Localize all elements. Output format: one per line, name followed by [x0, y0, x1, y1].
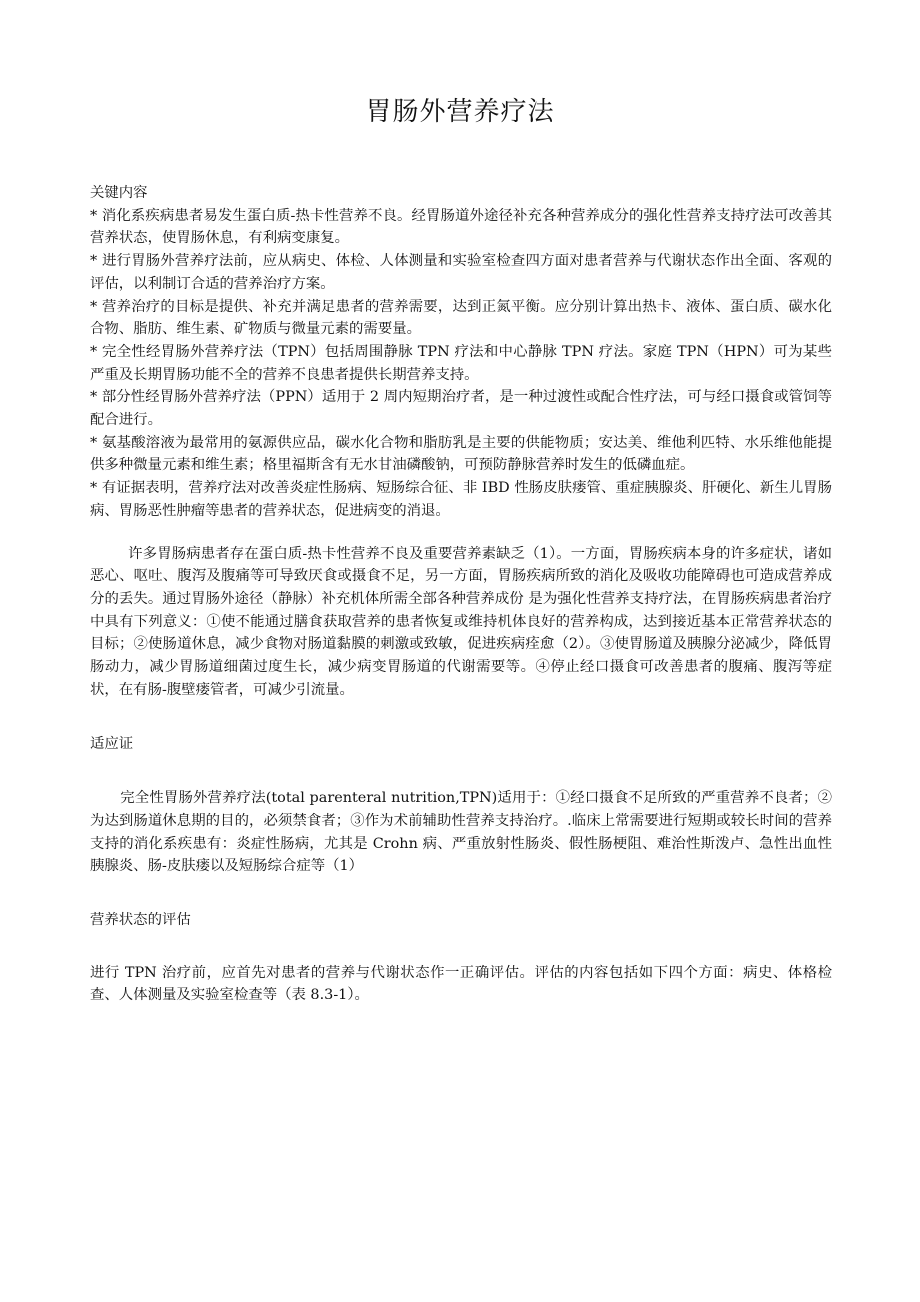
key-point-item: * 消化系疾病患者易发生蛋白质-热卡性营养不良。经胃肠道外途径补充各种营养成分的强化性营养支持疗法可改善其营养状态，使胃肠休息，有利病变康复。	[90, 207, 832, 247]
indications-paragraph: 完全性胃肠外营养疗法(total parenteral nutrition,TPN)适用于：①经口摄食不足所致的严重营养不良者；②为达到肠道休息期的目的，必须禁食者；③作为术前辅助性营养支持治疗。.临床上常需要进行短期或较长时间的营养支持的消化系疾患有：炎症性肠病，尤其是 Crohn 病、严重放射性肠炎、假性肠梗阻、难治性斯泼卢、急性出血性胰腺炎、肠-皮肤瘘以及短肠综合症等（1）	[90, 790, 832, 875]
indications-heading: 适应证	[90, 736, 134, 753]
assessment-heading: 营养状态的评估	[90, 911, 191, 928]
key-point-item: * 氨基酸溶液为最常用的氨源供应品，碳水化合物和脂肪乳是主要的供能物质；安达美、维他利匹特、水乐维他能提供多种微量元素和维生素；格里福斯含有无水甘油磷酸钠，可预防静脉营养时发生的低磷血症。	[90, 434, 832, 474]
key-points-heading: 关键内容	[90, 185, 148, 201]
key-point-item: * 部分性经胃肠外营养疗法（PPN）适用于 2 周内短期治疗者，是一种过渡性或配合性疗法，可与经口摄食或管饲等配合进行。	[90, 389, 832, 429]
key-point-item: * 完全性经胃肠外营养疗法（TPN）包括周围静脉 TPN 疗法和中心静脉 TPN 疗法。家庭 TPN（HPN）可为某些严重及长期胃肠功能不全的营养不良患者提供长期营养支持。	[90, 343, 832, 383]
key-point-item: * 营养治疗的目标是提供、补充并满足患者的营养需要，达到正氮平衡。应分别计算出热卡、液体、蛋白质、碳水化合物、脂肪、维生素、矿物质与微量元素的需要量。	[90, 298, 832, 338]
assessment-paragraph: 进行 TPN 治疗前，应首先对患者的营养与代谢状态作一正确评估。评估的内容包括如下四个方面：病史、体格检查、人体测量及实验室检查等（表 8.3-1）。	[90, 964, 832, 1004]
document-body	[90, 182, 832, 1007]
intro-paragraph: 许多胃肠病患者存在蛋白质-热卡性营养不良及重要营养素缺乏（1）。一方面，胃肠疾病本身的许多症状，诸如恶心、呕吐、腹泻及腹痛等可导致厌食或摄食不足，另一方面，胃肠疾病所致的消化及吸收功能障碍也可造成营养成分的丢失。通过胃肠外途径（静脉）补充机体所需全部各种营养成份 是为强化性营养支持疗法，在胃肠疾病患者治疗中具有下列意义：①使不能通过膳食获取营养的患者恢复或维持机体良好的营养构成，达到接近基本正常营养状态的目标；②使肠道休息，减少食物对肠道黏膜的刺激或致敏，促进疾病痊愈（2）。③使胃肠道及胰腺分泌减少，降低胃肠动力，减少胃肠道细菌过度生长，减少病变胃肠道的代谢需要等。④停止经口摄食可改善患者的腹痛、腹泻等症状，在有肠-腹壁瘘管者，可减少引流量。	[90, 545, 832, 698]
key-point-item: * 有证据表明，营养疗法对改善炎症性肠病、短肠综合征、非 IBD 性肠皮肤瘘管、重症胰腺炎、肝硬化、新生儿胃肠病、胃肠恶性肿瘤等患者的营养状态，促进病变的消退。	[90, 480, 832, 519]
document-title: 胃肠外营养疗法	[365, 97, 555, 127]
key-point-item: * 进行胃肠外营养疗法前，应从病史、体检、人体测量和实验室检查四方面对患者营养与代谢状态作出全面、客观的评估，以利制订合适的营养治疗方案。	[90, 253, 832, 292]
key-points-list	[90, 205, 832, 523]
